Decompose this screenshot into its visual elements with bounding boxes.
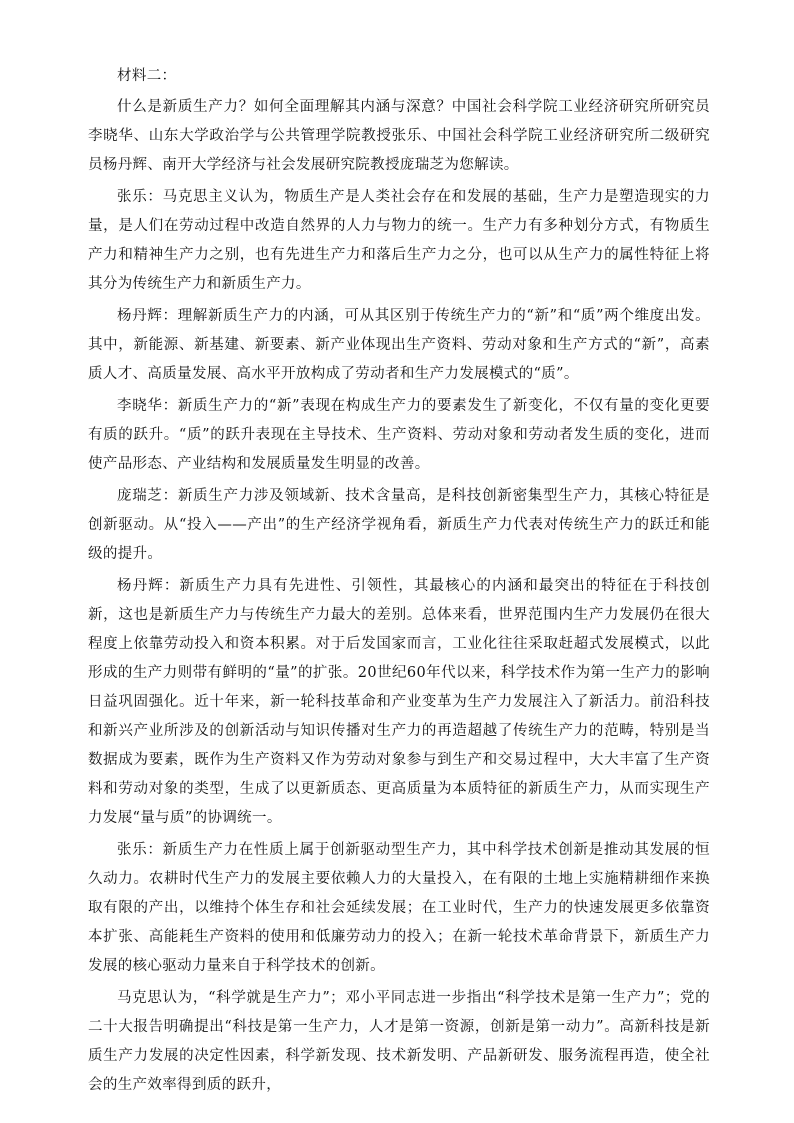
document-body <box>88 62 710 1103</box>
paragraph-lixiaohua: 李晓华：新质生产力的“新”表现在构成生产力的要素发生了新变化，不仅有量的变化更要有质的跃升。“质”的跃升表现在主导技术、生产资料、劳动对象和劳动者发生质的变化，进而使产品形态、产业结构和发展质量发生明显的改善。 <box>88 398 710 472</box>
paragraph-zhangle-1: 张乐：马克思主义认为，物质生产是人类社会存在和发展的基础，生产力是塑造现实的力量，是人们在劳动过程中改造自然界的人力与物力的统一。生产力有多种划分方式，有物质生产力和精神生产力之别，也有先进生产力和落后生产力之分，也可以从生产力的属性特征上将其分为传统生产力和新质生产力。 <box>88 189 710 292</box>
section-heading: 材料二： <box>117 68 177 84</box>
paragraph-zhangle-2: 张乐：新质生产力在性质上属于创新驱动型生产力，其中科学技术创新是推动其发展的恒久动力。农耕时代生产力的发展主要依赖人力的大量投入，在有限的土地上实施精耕细作来换取有限的产出，以维持个体生存和社会延续发展；在工业时代，生产力的快速发展更多依靠资本扩张、高能耗生产资料的使用和低廉劳动力的投入；在新一轮技术革命背景下，新质生产力发展的核心驱动力量来自于科学技术的创新。 <box>88 842 710 974</box>
paragraph-yangdanhui-2: 杨丹辉：新质生产力具有先进性、引领性，其最核心的内涵和最突出的特征在于科技创新，这也是新质生产力与传统生产力最大的差别。总体来看，世界范围内生产力发展仍在很大程度上依靠劳动投入和资本积累。对于后发国家而言，工业化往往采取赶超式发展模式，以此形成的生产力则带有鲜明的“量”的扩张。20世纪60年代以来，科学技术作为第一生产力的影响日益巩固强化。近十年来，新一轮科技革命和产业变革为生产力发展注入了新活力。前沿科技和新兴产业所涉及的创新活动与知识传播对生产力的再造超越了传统生产力的范畴，特别是当数据成为要素，既作为生产资料又作为劳动对象参与到生产和交易过程中，大大丰富了生产资料和劳动对象的类型，生成了以更新质态、更高质量为本质特征的新质生产力，从而实现生产力发展“量与质”的协调统一。 <box>88 578 710 826</box>
paragraph-marx: 马克思认为，“科学就是生产力”；邓小平同志进一步指出“科学技术是第一生产力”；党的二十大报告明确提出“科技是第一生产力，人才是第一资源，创新是第一动力”。高新科技是新质生产力发展的决定性因素，科学新发现、技术新发明、产品新研发、服务流程再造，使全社会的生产效率得到质的跃升， <box>88 990 710 1093</box>
paragraph-yangdanhui-1: 杨丹辉：理解新质生产力的内涵，可从其区别于传统生产力的“新”和“质”两个维度出发。其中，新能源、新基建、新要素、新产业体现出生产资料、劳动对象和生产方式的“新”，高素质人才、高质量发展、高水平开放构成了劳动者和生产力发展模式的“质”。 <box>88 308 710 382</box>
paragraph-pangruizhi: 庞瑞芝：新质生产力涉及领域新、技术含量高，是科技创新密集型生产力，其核心特征是创新驱动。从“投入——产出”的生产经济学视角看，新质生产力代表对传统生产力的跃迁和能级的提升。 <box>88 488 710 562</box>
paragraph-intro: 什么是新质生产力？如何全面理解其内涵与深意？中国社会科学院工业经济研究所研究员李晓华、山东大学政治学与公共管理学院教授张乐、中国社会科学院工业经济研究所二级研究员杨丹辉、南开大学经济与社会发展研究院教授庞瑞芝为您解读。 <box>88 99 710 173</box>
